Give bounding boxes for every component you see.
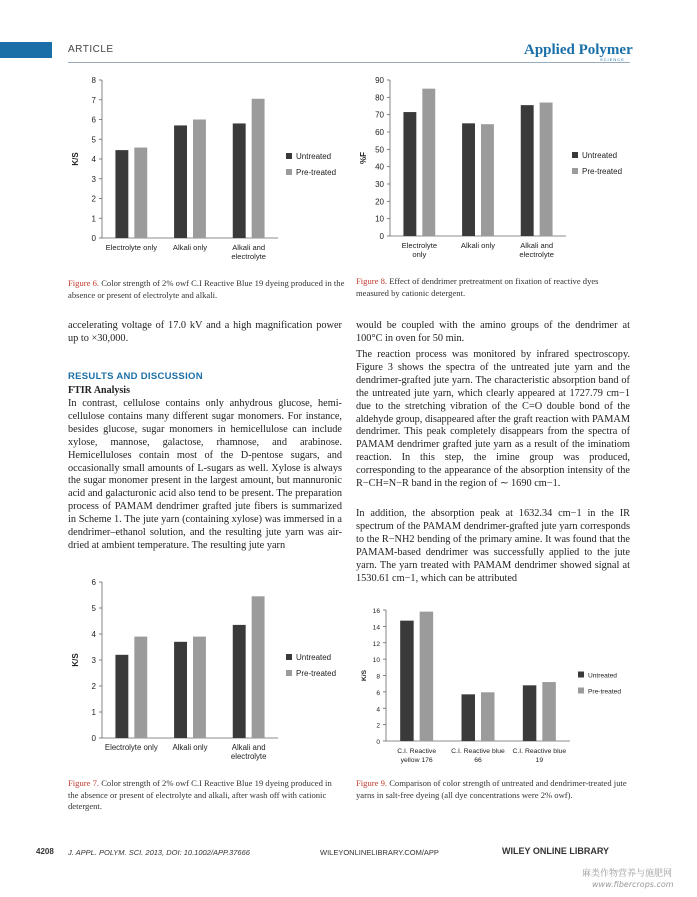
y-tick-label: 0 (91, 234, 96, 243)
legend-swatch-2 (286, 670, 292, 676)
legend-swatch-1 (578, 672, 584, 678)
figure-6-caption-text: Color strength of 2% owf C.I Reactive Blue 19 dyeing produced in the absence or present of electrolyte and alkali. (68, 278, 345, 300)
figure-9-svg (356, 600, 641, 772)
x-category-label: Electrolyte only (104, 743, 158, 752)
y-axis-label: K/S (71, 653, 80, 667)
section-title: RESULTS AND DISCUSSION (68, 371, 203, 382)
figure-6-chart (68, 70, 353, 270)
legend-label-2: Pre-treated (296, 669, 337, 678)
y-tick-label: 80 (375, 93, 384, 103)
y-tick-label: 50 (375, 145, 384, 155)
fig7-plot (71, 578, 336, 761)
y-tick-label: 0 (91, 734, 96, 743)
bar-untreated-2 (462, 694, 475, 741)
y-tick-label: 10 (375, 214, 384, 224)
y-tick-label: 0 (379, 232, 384, 241)
x-category-label: yellow 176 (400, 757, 433, 764)
watermark-url: www.fibercrops.com (592, 880, 674, 889)
legend-swatch-1 (286, 654, 292, 660)
y-tick-label: 7 (91, 95, 96, 105)
y-tick-label: 1 (91, 214, 96, 224)
bar-untreated-1 (115, 655, 128, 738)
legend-label-1: Untreated (296, 152, 332, 161)
x-category-label: Electrolyte only (105, 243, 158, 252)
bar-pre-treated-3 (540, 103, 553, 236)
y-tick-label: 70 (375, 110, 384, 120)
y-tick-label: 0 (376, 739, 380, 746)
journal-logo-sub: SCIENCE (600, 57, 625, 62)
footer-url-link[interactable]: WILEYONLINELIBRARY.COM/APP (320, 848, 439, 857)
figure-8-chart (356, 70, 641, 270)
figure-7-label: Figure 7. (68, 778, 100, 788)
y-tick-label: 5 (91, 135, 96, 145)
y-tick-label: 3 (91, 656, 96, 665)
right-paragraph-3: In addition, the absorption peak at 1632.34 cm−1 in the IR spectrum of the PAMAM dendrimer-grafted jute yarn corresponds to the R−NH2 bending of the primary amine. It was found that the PAMAM-based dendrimer was successfully applied to the jute yarn. The yarn treated with PAMAM dendrimer showed signal at 1530.61 cm−1, which can be attributed (356, 508, 630, 584)
bar-untreated-3 (521, 105, 534, 236)
bar-untreated-1 (115, 150, 128, 238)
left-paragraph-1: accelerating voltage of 17.0 kV and a high magnification power up to ×30,000. (68, 320, 342, 344)
fig9-plot (361, 608, 621, 764)
x-category-label: electrolyte (230, 752, 267, 761)
y-axis-label: K/S (361, 670, 368, 681)
legend-swatch-2 (572, 168, 578, 174)
legend-swatch-1 (572, 152, 578, 158)
y-tick-label: 6 (91, 578, 96, 587)
x-category-label: Alkali only (172, 243, 208, 252)
legend-swatch-1 (286, 153, 292, 159)
bar-untreated-2 (174, 125, 187, 238)
y-tick-label: 2 (91, 682, 96, 691)
figure-6-svg (68, 70, 353, 270)
legend-label-1: Untreated (582, 151, 618, 160)
x-category-label: 19 (535, 757, 544, 764)
legend-label-1: Untreated (588, 672, 617, 680)
y-tick-label: 8 (376, 673, 380, 681)
legend-label-2: Pre-treated (296, 168, 337, 177)
fig8-plot (359, 76, 622, 259)
figure-9-label: Figure 9. (356, 778, 388, 788)
y-tick-label: 60 (375, 128, 384, 137)
watermark-cn: 麻类作物营养与施肥网 (582, 869, 673, 879)
y-tick-label: 4 (91, 630, 96, 639)
bar-untreated-1 (400, 621, 413, 741)
figure-8-caption-text: Effect of dendrimer pretreatment on fixation of reactive dyes measured by cationic detergent. (356, 276, 599, 298)
x-category-label: Alkali only (172, 743, 208, 752)
y-tick-label: 90 (375, 76, 384, 85)
legend-label-2: Pre-treated (588, 688, 621, 696)
figure-9-chart (356, 600, 641, 772)
figure-8-label: Figure 8. (356, 276, 388, 286)
figure-9-caption-text: Comparison of color strength of untreated and dendrimer-treated jute yarns in salt-free dyeing (all dye concentrations were 2% owf). (356, 778, 627, 800)
y-tick-label: 2 (376, 722, 380, 730)
header-color-bar (0, 42, 52, 58)
bar-pre-treated-1 (420, 612, 433, 741)
fig6-plot (71, 76, 336, 261)
bar-pre-treated-2 (481, 124, 494, 236)
bar-pre-treated-2 (193, 120, 206, 239)
y-axis-label: K/S (71, 152, 80, 166)
right-paragraph-2: The reaction process was monitored by infrared spectroscopy. Figure 3 shows the spectra of the untreated jute yarn and the dendrimer-grafted jute yarn. The characteristic absorption band of the untreated jute yarn, which clearly appeared at 1727.79 cm−1 due to the stretching vibration of the C=O double bond of the aldehyde group, disappeared after the graft reaction with PAMAM dendrimer. This peak completely disappears from the spectra of PAMAM dendrimer grafted jute yarn as a result of the iminatiom reaction. In this step, the imine group was produced, corresponding to the appearance of the absorption intensity of the R−CH=N−R band in the region of ∼ 1690 cm−1. (356, 349, 630, 490)
subsection-title: FTIR Analysis (68, 385, 130, 396)
bar-pre-treated-1 (134, 637, 147, 738)
figure-7-caption (68, 778, 344, 813)
journal-logo: Applied Polymer (524, 42, 633, 58)
x-category-label: Electrolyte (401, 241, 438, 250)
y-tick-label: 6 (91, 115, 96, 125)
page-number: 4208 (36, 847, 54, 856)
y-tick-label: 40 (375, 162, 384, 172)
bar-untreated-1 (403, 112, 416, 236)
y-tick-label: 14 (372, 624, 380, 632)
footer-citation: J. APPL. POLYM. SCI. 2013, DOI: 10.1002/APP.37666 (68, 848, 250, 857)
figure-8-svg (356, 70, 641, 270)
legend-label-1: Untreated (296, 653, 332, 662)
figure-7-chart (68, 572, 353, 772)
figure-8-caption (356, 276, 632, 299)
y-tick-label: 20 (375, 197, 384, 207)
bar-pre-treated-1 (422, 89, 435, 236)
bar-pre-treated-2 (481, 692, 494, 741)
legend-swatch-2 (286, 169, 292, 175)
x-category-label: C.I. Reactive (397, 748, 437, 755)
figure-7-svg (68, 572, 353, 772)
section-label: ARTICLE (68, 44, 114, 55)
right-paragraph-1: would be coupled with the amino groups of the dendrimer at 100°C in oven for 50 min. (356, 320, 630, 344)
figure-7-caption-text: Color strength of 2% owf C.I Reactive Blue 19 dyeing produced in the absence or present of electrolyte and alkali, after wash off with cationic detergent. (68, 778, 332, 811)
y-tick-label: 4 (91, 155, 96, 164)
bar-pre-treated-3 (252, 99, 265, 238)
x-category-label: Alkali only (460, 241, 496, 250)
left-paragraph-2: In contrast, cellulose contains only anhydrous glucose, hemi-cellulose contains many different sugar monomers. For instance, besides glucose, sugar monomers in hemicellulose can include xylose, mannose, galactose, rhamnose, and arabinose. Hemicelluloses contain most of the D-pentose sugars, and occasionally small amounts of L-sugars as well. Xylose is always the sugar monomer present in the largest amount, but mannuronic acid and galacturonic acid also tend to be present. The preparation process of PAMAM dendrimer grafted jute fibers is summarized in Scheme 1. The jute yarn (containing xylose) was immersed in a dendrimer–ethanol solution, and the resulting jute yarn was air-dried at ambient temperature. The resulting jute yarn (68, 398, 342, 551)
x-category-label: Alkali and (232, 243, 266, 252)
x-category-label: C.I. Reactive blue (451, 748, 505, 755)
bar-untreated-2 (462, 123, 475, 236)
y-tick-label: 1 (91, 708, 96, 717)
y-tick-label: 2 (91, 194, 96, 204)
x-category-label: electrolyte (519, 250, 554, 259)
y-tick-label: 5 (91, 604, 96, 613)
y-tick-label: 16 (372, 608, 380, 615)
x-category-label: Alkali and (520, 241, 554, 250)
bar-untreated-3 (523, 685, 536, 741)
bar-pre-treated-3 (252, 596, 265, 738)
y-tick-label: 6 (376, 689, 380, 697)
footer-url (320, 848, 439, 857)
figure-9-caption (356, 778, 630, 801)
y-tick-label: 4 (376, 706, 380, 714)
x-category-label: 66 (474, 757, 482, 764)
y-tick-label: 3 (91, 174, 96, 184)
bar-untreated-2 (174, 642, 187, 738)
bar-pre-treated-1 (134, 148, 147, 238)
x-category-label: electrolyte (231, 252, 266, 261)
publisher-logo: WILEY ONLINE LIBRARY (502, 846, 610, 856)
x-category-label: only (412, 250, 427, 259)
y-tick-label: 10 (372, 657, 380, 665)
figure-6-label: Figure 6. (68, 278, 100, 288)
bar-pre-treated-3 (542, 682, 555, 741)
legend-swatch-2 (578, 688, 584, 694)
legend-label-2: Pre-treated (582, 167, 623, 176)
y-tick-label: 8 (91, 76, 96, 85)
x-category-label: Alkali and (231, 743, 266, 752)
x-category-label: C.I. Reactive blue (512, 748, 567, 755)
header-rule (68, 62, 630, 63)
bar-pre-treated-2 (193, 637, 206, 738)
y-tick-label: 30 (375, 180, 384, 189)
bar-untreated-3 (233, 625, 246, 738)
y-axis-label: %F (359, 152, 368, 164)
figure-6-caption (68, 278, 351, 301)
y-tick-label: 12 (372, 640, 380, 648)
bar-untreated-3 (233, 123, 246, 238)
